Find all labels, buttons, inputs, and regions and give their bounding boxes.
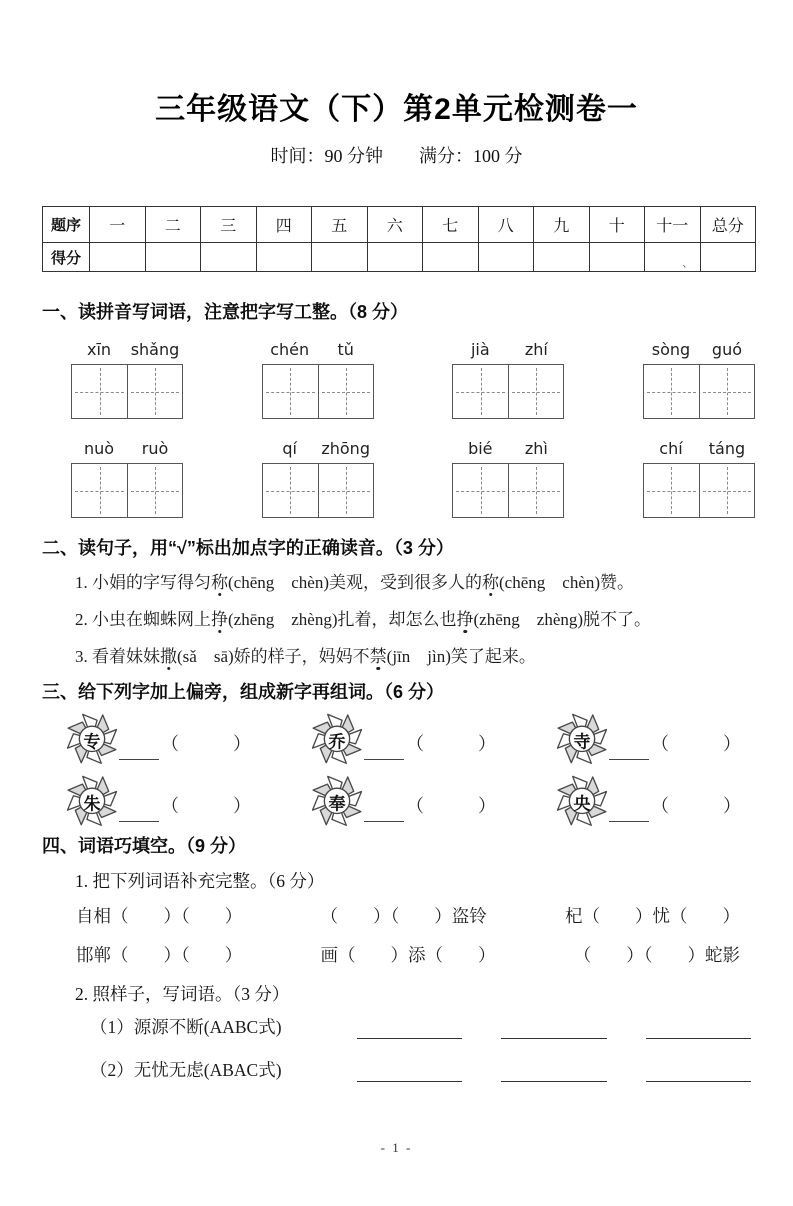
score-header-cell: 八	[478, 207, 534, 243]
pinyin-syllable: sòng	[651, 340, 691, 359]
pinyin-syllable: nuò	[83, 439, 115, 458]
score-input-cell	[645, 243, 701, 272]
pinyin-group	[262, 340, 374, 419]
score-input-cell	[367, 243, 423, 272]
pinyin-syllable: qí	[282, 439, 297, 458]
sentence-segment: (sǎ sā)娇的样子，妈妈不	[177, 647, 370, 666]
section4-sub2-heading: 2. 照样子，写词语。（3 分）	[75, 984, 290, 1004]
answer-underline	[609, 759, 649, 760]
pinyin-label-row	[262, 439, 374, 463]
pinyin-syllable: xīn	[86, 340, 112, 359]
answer-underline	[364, 821, 404, 822]
dotted-char: 挣	[456, 610, 474, 629]
pinyin-label-row	[452, 340, 564, 364]
answer-underline	[364, 759, 404, 760]
idiom-phrase: 画（ ）添（ ）	[320, 945, 496, 965]
pinyin-syllable: shǎng	[130, 340, 180, 359]
dotted-char: 称	[211, 573, 228, 592]
radical-base-char: 乔	[328, 732, 346, 752]
radical-base-char: 央	[573, 794, 591, 814]
answer-blank-line	[501, 1061, 606, 1082]
dotted-char: 称	[482, 573, 500, 592]
pinyin-syllable: chí	[659, 439, 683, 458]
answer-parens: （ ）	[651, 734, 741, 754]
score-input-cell	[201, 243, 257, 272]
pinyin-label-row	[71, 340, 183, 364]
radical-item	[310, 708, 496, 768]
radical-item	[65, 708, 251, 768]
writing-box	[318, 464, 373, 517]
radical-item	[65, 770, 251, 830]
writing-box	[508, 365, 563, 418]
flower-badge	[310, 708, 364, 768]
answer-underline	[609, 821, 649, 822]
writing-box-pair	[452, 463, 564, 518]
pinyin-syllable: zhí	[524, 340, 548, 359]
page-subtitle: 时间：90 分钟 满分：100 分	[270, 146, 523, 166]
pinyin-syllable: ruò	[141, 439, 169, 458]
score-input-cell	[700, 243, 756, 272]
radical-base-char: 专	[83, 732, 101, 752]
score-input-cell	[145, 243, 201, 272]
answer-blank-line	[646, 1061, 751, 1082]
answer-parens: （ ）	[406, 734, 496, 754]
writing-box	[453, 464, 508, 517]
dotted-char: 挣	[211, 610, 228, 629]
page-title: 三年级语文（下）第2单元检测卷一	[155, 93, 638, 126]
section2-heading: 二、读句子，用“√”标出加点字的正确读音。（3 分）	[42, 538, 454, 558]
answer-parens: （ ）	[651, 796, 741, 816]
pattern-example-label: （2）无忧无虑(ABAC式)	[90, 1060, 282, 1080]
sentence	[75, 644, 751, 670]
score-header-cell: 五	[312, 207, 368, 243]
pinyin-writing-row	[71, 439, 755, 518]
stray-mark: 、	[682, 259, 693, 270]
score-input-cell	[423, 243, 479, 272]
section1-heading: 一、读拼音写词语，注意把字写工整。（8 分）	[42, 302, 409, 322]
pinyin-group	[452, 340, 564, 419]
pinyin-syllable: zhì	[524, 439, 548, 458]
score-header-cell: 九	[534, 207, 590, 243]
idiom-phrase: 杞（ ）忧（ ）	[565, 906, 740, 926]
radical-item	[555, 708, 741, 768]
pinyin-syllable: chén	[270, 340, 310, 359]
writing-box	[72, 464, 127, 517]
writing-box	[127, 464, 182, 517]
score-table	[42, 206, 756, 272]
pinyin-label-row	[71, 439, 183, 463]
writing-box	[508, 464, 563, 517]
radical-item	[555, 770, 741, 830]
writing-box	[72, 365, 127, 418]
writing-box-pair	[71, 463, 183, 518]
writing-box-pair	[71, 364, 183, 419]
score-input-cell	[589, 243, 645, 272]
pinyin-writing-row	[71, 340, 755, 419]
sentence	[75, 607, 751, 633]
section2-sentences	[42, 570, 751, 670]
writing-box	[127, 365, 182, 418]
pinyin-label-row	[452, 439, 564, 463]
section4-sub1-heading: 1. 把下列词语补充完整。（6 分）	[75, 871, 325, 891]
writing-box-pair	[262, 463, 374, 518]
sentence-segment: 2. 小虫在蜘蛛网上	[75, 610, 211, 629]
score-header-cell: 十	[589, 207, 645, 243]
idiom-fill-row	[76, 903, 740, 928]
radical-row	[65, 770, 741, 830]
answer-parens: （ ）	[161, 796, 251, 816]
pinyin-group	[452, 439, 564, 518]
pinyin-syllable: zhōng	[321, 439, 370, 458]
pinyin-label-row	[643, 439, 755, 463]
score-header-cell: 三	[201, 207, 257, 243]
radical-base-char: 奉	[328, 794, 346, 814]
flower-badge	[310, 770, 364, 830]
writing-box	[644, 365, 699, 418]
sentence-segment: 1. 小娟的字写得匀	[75, 573, 211, 592]
idiom-phrase: （ ）（ ）蛇影	[573, 945, 740, 965]
section3-heading: 三、给下列字加上偏旁，组成新字再组词。（6 分）	[42, 682, 445, 702]
radical-item	[310, 770, 496, 830]
pattern-row	[90, 1014, 751, 1039]
sentence-segment: (jīn jìn)笑了起来。	[386, 647, 536, 666]
score-table-score-row	[43, 243, 756, 272]
sentence-segment: (zhēng zhèng)脱不了。	[473, 610, 652, 629]
score-header-cell: 六	[367, 207, 423, 243]
idiom-phrase: 邯郸（ ）（ ）	[76, 945, 243, 965]
section3-flower-area	[42, 708, 751, 830]
page-number: - 1 -	[380, 1140, 413, 1155]
pinyin-syllable: bié	[468, 439, 493, 458]
score-input-cell	[478, 243, 534, 272]
dotted-char: 撒	[160, 647, 177, 666]
idiom-fill-row	[76, 942, 740, 967]
answer-underline	[119, 759, 159, 760]
score-header-cell: 一	[90, 207, 146, 243]
flower-badge	[555, 708, 609, 768]
writing-box-pair	[262, 364, 374, 419]
answer-blank-line	[646, 1018, 751, 1039]
pinyin-group	[71, 439, 183, 518]
score-table-score-label: 得分	[43, 243, 90, 272]
score-header-cell: 十一	[645, 207, 701, 243]
dotted-char: 禁	[369, 647, 387, 666]
sentence-segment: (zhēng zhèng)扎着，却怎么也	[228, 610, 457, 629]
score-input-cell	[256, 243, 312, 272]
writing-box	[453, 365, 508, 418]
sentence	[75, 570, 751, 596]
writing-box	[699, 464, 754, 517]
flower-badge	[65, 770, 119, 830]
answer-parens: （ ）	[406, 796, 496, 816]
pattern-example-label: （1）源源不断(AABC式)	[90, 1017, 282, 1037]
flower-badge	[65, 708, 119, 768]
idiom-phrase: 自相（ ）（ ）	[76, 906, 243, 926]
writing-box	[644, 464, 699, 517]
pinyin-group	[262, 439, 374, 518]
writing-box-pair	[643, 364, 755, 419]
answer-underline	[119, 821, 159, 822]
writing-box	[699, 365, 754, 418]
section1-pinyin-area	[42, 340, 751, 518]
score-header-cell: 二	[145, 207, 201, 243]
pinyin-syllable: táng	[708, 439, 746, 458]
writing-box-pair	[643, 463, 755, 518]
pinyin-label-row	[643, 340, 755, 364]
section4-fill-area	[42, 903, 751, 967]
pinyin-group	[71, 340, 183, 419]
score-input-cell	[90, 243, 146, 272]
radical-base-char: 朱	[83, 794, 101, 814]
answer-parens: （ ）	[161, 734, 251, 754]
score-header-cell: 总分	[700, 207, 756, 243]
radical-row	[65, 708, 741, 768]
writing-box	[263, 365, 318, 418]
sentence-segment: (chēng chèn)美观，受到很多人的	[228, 573, 483, 592]
answer-blank-line	[357, 1018, 462, 1039]
pinyin-group	[643, 340, 755, 419]
pinyin-syllable: guó	[711, 340, 743, 359]
worksheet-page	[42, 84, 751, 1155]
score-table-header-row	[43, 207, 756, 243]
writing-box	[318, 365, 373, 418]
pattern-row	[90, 1057, 751, 1082]
pinyin-label-row	[262, 340, 374, 364]
score-table-header-label: 题序	[43, 207, 90, 243]
sentence-segment: 3. 看着妹妹	[75, 647, 160, 666]
answer-blank-line	[357, 1061, 462, 1082]
section4-heading: 四、词语巧填空。（9 分）	[42, 836, 247, 856]
score-header-cell: 七	[423, 207, 479, 243]
writing-box	[263, 464, 318, 517]
radical-base-char: 寺	[573, 732, 591, 752]
sentence-segment: (chēng chèn)赞。	[499, 573, 635, 592]
pinyin-syllable: jià	[470, 340, 490, 359]
pinyin-syllable: tǔ	[337, 340, 354, 359]
pinyin-group	[643, 439, 755, 518]
score-header-cell: 四	[256, 207, 312, 243]
idiom-phrase: （ ）（ ）盗铃	[320, 906, 487, 926]
score-input-cell	[312, 243, 368, 272]
section4-pattern-area	[42, 1014, 751, 1082]
flower-badge	[555, 770, 609, 830]
score-input-cell	[534, 243, 590, 272]
writing-box-pair	[452, 364, 564, 419]
answer-blank-line	[501, 1018, 606, 1039]
